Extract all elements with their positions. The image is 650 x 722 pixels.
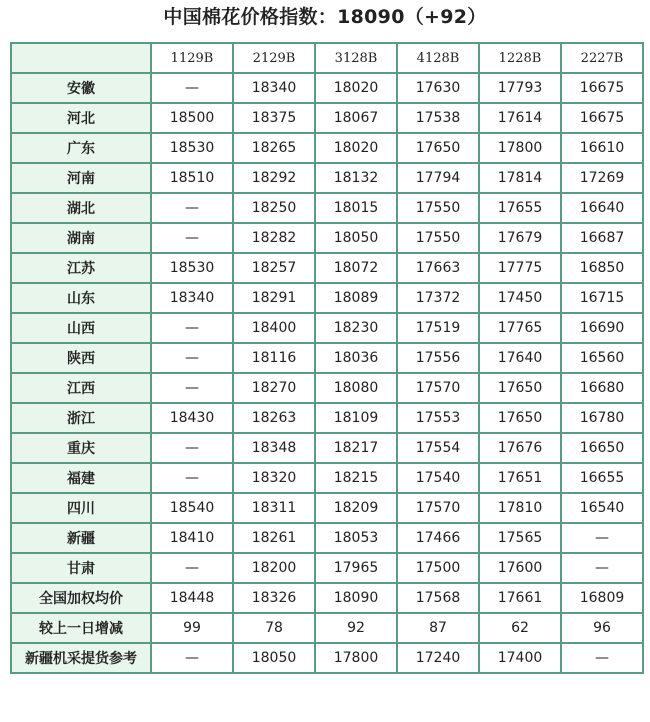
- table-row: [11, 403, 643, 433]
- price-cell: 18282: [233, 223, 315, 253]
- row-label: 新疆机采提货参考: [11, 643, 151, 673]
- header-row: [11, 43, 643, 73]
- price-cell: 18320: [233, 463, 315, 493]
- price-cell: —: [151, 643, 233, 673]
- price-cell: 87: [397, 613, 479, 643]
- row-label: 河南: [11, 163, 151, 193]
- price-cell: 17553: [397, 403, 479, 433]
- price-cell: 16780: [561, 403, 643, 433]
- price-cell: —: [151, 73, 233, 103]
- column-header: 4128B: [397, 43, 479, 73]
- price-cell: 96: [561, 613, 643, 643]
- row-label: 新疆: [11, 523, 151, 553]
- price-cell: 78: [233, 613, 315, 643]
- price-cell: —: [151, 433, 233, 463]
- row-label: 湖北: [11, 193, 151, 223]
- corner-cell: [11, 43, 151, 73]
- price-cell: 17651: [479, 463, 561, 493]
- price-cell: 16715: [561, 283, 643, 313]
- table-row: [11, 163, 643, 193]
- row-label: 浙江: [11, 403, 151, 433]
- price-cell: 18410: [151, 523, 233, 553]
- table-row: [11, 523, 643, 553]
- price-cell: 18067: [315, 103, 397, 133]
- price-cell: 17794: [397, 163, 479, 193]
- table-row: [11, 103, 643, 133]
- table-row: [11, 253, 643, 283]
- price-cell: 99: [151, 613, 233, 643]
- price-cell: 17568: [397, 583, 479, 613]
- table-row: [11, 193, 643, 223]
- price-cell: 18080: [315, 373, 397, 403]
- price-cell: —: [151, 373, 233, 403]
- price-cell: 92: [315, 613, 397, 643]
- price-cell: —: [151, 343, 233, 373]
- column-header: 3128B: [315, 43, 397, 73]
- price-cell: 17519: [397, 313, 479, 343]
- price-cell: 18311: [233, 493, 315, 523]
- row-label: 陕西: [11, 343, 151, 373]
- column-header: 2129B: [233, 43, 315, 73]
- row-label: 河北: [11, 103, 151, 133]
- price-cell: 16655: [561, 463, 643, 493]
- table-row: [11, 343, 643, 373]
- price-cell: —: [151, 463, 233, 493]
- price-cell: 18263: [233, 403, 315, 433]
- table-row: [11, 313, 643, 343]
- price-cell: 17765: [479, 313, 561, 343]
- price-cell: 16675: [561, 73, 643, 103]
- price-cell: 17800: [315, 643, 397, 673]
- price-cell: 18510: [151, 163, 233, 193]
- price-cell: 18448: [151, 583, 233, 613]
- table-row: [11, 223, 643, 253]
- row-label: 广东: [11, 133, 151, 163]
- price-cell: —: [561, 523, 643, 553]
- price-cell: 18430: [151, 403, 233, 433]
- table-row: [11, 643, 643, 673]
- price-cell: 18020: [315, 133, 397, 163]
- cotton-price-table: [10, 42, 644, 674]
- price-cell: 18291: [233, 283, 315, 313]
- price-cell: 16687: [561, 223, 643, 253]
- price-cell: —: [151, 553, 233, 583]
- price-cell: 17965: [315, 553, 397, 583]
- price-cell: 17540: [397, 463, 479, 493]
- price-cell: 17372: [397, 283, 479, 313]
- row-label: 山东: [11, 283, 151, 313]
- price-cell: 62: [479, 613, 561, 643]
- price-cell: 17570: [397, 493, 479, 523]
- row-label: 甘肃: [11, 553, 151, 583]
- price-cell: 17800: [479, 133, 561, 163]
- price-cell: 18200: [233, 553, 315, 583]
- row-label: 山西: [11, 313, 151, 343]
- row-label: 江西: [11, 373, 151, 403]
- price-cell: 18020: [315, 73, 397, 103]
- price-cell: 16675: [561, 103, 643, 133]
- price-cell: 18015: [315, 193, 397, 223]
- price-cell: 17565: [479, 523, 561, 553]
- price-cell: 17775: [479, 253, 561, 283]
- price-cell: —: [561, 553, 643, 583]
- column-header: 2227B: [561, 43, 643, 73]
- price-cell: 18116: [233, 343, 315, 373]
- table-row: [11, 463, 643, 493]
- price-cell: —: [151, 193, 233, 223]
- column-header: 1228B: [479, 43, 561, 73]
- column-header: 1129B: [151, 43, 233, 73]
- row-label: 湖南: [11, 223, 151, 253]
- price-cell: 17269: [561, 163, 643, 193]
- price-cell: 17650: [479, 403, 561, 433]
- price-cell: 18400: [233, 313, 315, 343]
- row-label: 江苏: [11, 253, 151, 283]
- price-cell: 18217: [315, 433, 397, 463]
- price-cell: —: [561, 643, 643, 673]
- table-row: [11, 493, 643, 523]
- price-cell: 18109: [315, 403, 397, 433]
- page-title: 中国棉花价格指数：18090（+92）: [163, 6, 487, 28]
- price-cell: 17240: [397, 643, 479, 673]
- table-row: [11, 583, 643, 613]
- price-cell: 16540: [561, 493, 643, 523]
- price-cell: 18050: [233, 643, 315, 673]
- price-cell: 17810: [479, 493, 561, 523]
- price-cell: 18500: [151, 103, 233, 133]
- table-body: [11, 73, 643, 673]
- row-label: 全国加权均价: [11, 583, 151, 613]
- price-cell: 17814: [479, 163, 561, 193]
- price-cell: 16650: [561, 433, 643, 463]
- price-cell: —: [151, 313, 233, 343]
- price-cell: 17400: [479, 643, 561, 673]
- price-cell: 17550: [397, 193, 479, 223]
- price-cell: 18257: [233, 253, 315, 283]
- price-cell: 16809: [561, 583, 643, 613]
- price-cell: 18090: [315, 583, 397, 613]
- price-cell: 18340: [233, 73, 315, 103]
- price-cell: 17650: [397, 133, 479, 163]
- row-label: 较上一日增减: [11, 613, 151, 643]
- price-cell: 18050: [315, 223, 397, 253]
- row-label: 重庆: [11, 433, 151, 463]
- price-cell: 18053: [315, 523, 397, 553]
- price-cell: 18036: [315, 343, 397, 373]
- price-cell: —: [151, 223, 233, 253]
- price-cell: 18265: [233, 133, 315, 163]
- price-cell: 18375: [233, 103, 315, 133]
- price-cell: 16610: [561, 133, 643, 163]
- price-cell: 16690: [561, 313, 643, 343]
- price-cell: 17538: [397, 103, 479, 133]
- price-cell: 17550: [397, 223, 479, 253]
- price-cell: 17570: [397, 373, 479, 403]
- price-cell: 17661: [479, 583, 561, 613]
- price-cell: 17500: [397, 553, 479, 583]
- price-cell: 17676: [479, 433, 561, 463]
- price-cell: 16680: [561, 373, 643, 403]
- price-cell: 18540: [151, 493, 233, 523]
- table-row: [11, 133, 643, 163]
- price-cell: 17663: [397, 253, 479, 283]
- price-cell: 18261: [233, 523, 315, 553]
- price-cell: 18530: [151, 133, 233, 163]
- price-cell: 17679: [479, 223, 561, 253]
- price-cell: 18340: [151, 283, 233, 313]
- price-cell: 18250: [233, 193, 315, 223]
- price-cell: 16640: [561, 193, 643, 223]
- price-cell: 17655: [479, 193, 561, 223]
- price-cell: 18530: [151, 253, 233, 283]
- row-label: 安徽: [11, 73, 151, 103]
- price-cell: 17614: [479, 103, 561, 133]
- price-cell: 18326: [233, 583, 315, 613]
- price-cell: 16560: [561, 343, 643, 373]
- row-label: 福建: [11, 463, 151, 493]
- table-row: [11, 553, 643, 583]
- price-cell: 17450: [479, 283, 561, 313]
- table-row: [11, 433, 643, 463]
- row-label: 四川: [11, 493, 151, 523]
- price-cell: 17630: [397, 73, 479, 103]
- price-cell: 18209: [315, 493, 397, 523]
- price-cell: 18270: [233, 373, 315, 403]
- price-cell: 18348: [233, 433, 315, 463]
- table-row: [11, 613, 643, 643]
- price-cell: 17554: [397, 433, 479, 463]
- price-cell: 18089: [315, 283, 397, 313]
- price-cell: 16850: [561, 253, 643, 283]
- price-cell: 17600: [479, 553, 561, 583]
- price-cell: 17556: [397, 343, 479, 373]
- price-cell: 17466: [397, 523, 479, 553]
- price-cell: 18072: [315, 253, 397, 283]
- table-row: [11, 73, 643, 103]
- price-cell: 18292: [233, 163, 315, 193]
- price-cell: 17793: [479, 73, 561, 103]
- price-cell: 18215: [315, 463, 397, 493]
- price-cell: 17650: [479, 373, 561, 403]
- price-cell: 18230: [315, 313, 397, 343]
- price-cell: 17640: [479, 343, 561, 373]
- price-cell: 18132: [315, 163, 397, 193]
- table-row: [11, 373, 643, 403]
- table-row: [11, 283, 643, 313]
